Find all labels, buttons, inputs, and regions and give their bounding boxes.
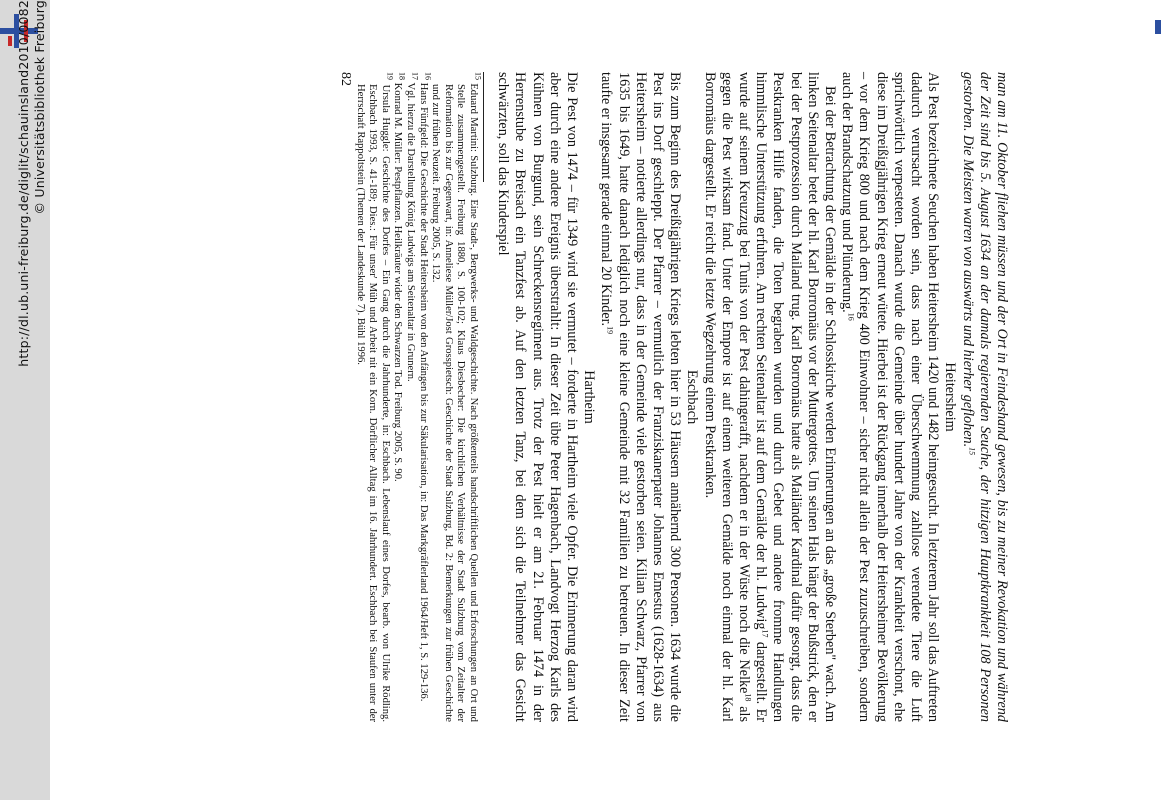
paragraph-heitersheim-2: Bei der Betrachtung der Gemälde in der Schlosskirche werden Erinnerungen an das „große Sterben" wach. Am linken Seitenaltar betet der hl. Karl Borromäus vor der Muttergottes. Um seinen Hals hängt der Bußstrick, den er bei der Pestprozession durch Mailand trug. Karl Borromäus hatte als Mailänder Kardinal dafür gesorgt, dass die Pestkranken Hilfe fanden, die Toten begraben wurden und durch Gebet und andere fromme Handlungen himmlische Unterstützung erfuhren. Am rechten Seitenaltar ist auf dem Gemälde der hl. Ludwig$^{17}$ dargestellt. Er wurde auf seinem Kreuzzug bei Tunis von der Pest dahingerafft, nachdem er in der Wüste noch die Nelke$^{18}$ als gegen die Pest wirksam fand. Unter der Empore ist auf einem weiteren Gemälde noch einmal der hl. Karl Borromäus dargestellt. Er reicht die letzte Wegzehrung einem Pestkranken. bbox=[701, 72, 838, 722]
footnotes bbox=[353, 72, 483, 722]
paragraph-heitersheim-1: Als Pest bezeichnete Seuchen haben Heitersheim 1420 und 1482 heimgesucht. In letzterem Jahr soll das Auftreten dadurch verursacht worden sein, dass nach einer Überschwemmung zahllose verendete Tiere die Luft sprichwörtlich verpesteten. Danach wurde die Gemeinde über hundert Jahre von der Krankheit verschont, ehe diese im Dreißigjährigen Krieg erneut wütete. Hierbei ist der Rückgang innerhalb der Heitersheimer Bevölkerung – vor dem Krieg 800 und nach dem Krieg 400 Einwohner – sicher nicht allein der Pest zuzuschreiben, sondern auch der Brandschatzung und Plünderung.$^{16}$ bbox=[839, 72, 942, 722]
viewer-sidebar bbox=[0, 0, 50, 800]
footnote: $^{18}$ Konrad M. Müller: Pestpflanzen. Heilkräuter wider den Schwarzen Tod. Freiburg 2005, S. 90. bbox=[392, 72, 407, 482]
scanned-page bbox=[110, 72, 1010, 722]
right-edge-marker bbox=[1155, 20, 1161, 34]
footnote-rule bbox=[483, 72, 484, 182]
intro-paragraph: man am 11. Oktober fliehen müssen und der Ort in Feindeshand gewesen, bis zu meiner Revokation und während der Zeit sind bis 5. August 1634 an der damals regierenden Seuche, der hitzigen Hauptkrankheit 108 Personen gestorben. Die Meisten waren von auswärts und hierher geflohen.$^{15}$ bbox=[959, 72, 1010, 722]
section-heading-heitersheim: Heitersheim bbox=[942, 362, 959, 432]
paragraph-hartheim: Die Pest von 1474 – für 1349 wird sie vermutet – forderte in Hartheim viele Opfer. Die Erinnerung daran wird aber durch eine andere Ereignis überstrahlt: In dieser Zeit übte Peter Hagenbach, Landvogt Herzog Karls des Kühnen von Burgund, sein Schreckensregiment aus. Trotz der Pest hielt er am 21. Februar 1474 in der Herrenstube zu Breisach ein Tanzfest ab. Auf den letzten Tanz, bei dem sich die Teilnehmer das Gesicht schwärzten, soll das Kinderspiel bbox=[495, 72, 580, 722]
paragraph-eschbach: Bis zum Beginn des Dreißigjährigen Kriegs lebten hier in 53 Häusern annähernd 300 Personen. 1634 wurde die Pest ins Dorf geschleppt. Der Pfarrer – vermutlich der Franziskanerpater Johannes Emestus (1628-1634) aus Heitersheim – notierte allerdings nur, dass in der Gemeinde viele gestorben seien. Kilian Schwarz, Pfarrer von 1635 bis 1649, hatte danach lediglich noch eine kleine Gemeinde mit 32 Familien zu betreuen. In dieser Zeit taufte er insgesamt gerade einmal 20 Kinder.$^{19}$ bbox=[598, 72, 684, 722]
source-url[interactable]: http://dl.ub.uni-freiburg.de/diglit/schauinsland2010/0082 bbox=[16, 0, 31, 367]
footnote: $^{15}$ Eduard Martini: Sulzburg. Eine Stadt-, Bergwerks- und Waldgeschichte. Nach größtenteils handschriftlichen Quellen und Erforschungen an Ort und Stelle zusammengestellt. Freiburg 1880, S. 100-102; Klaus Diesbecher: Die kirchlichen Verhältnisse der Stadt Sulzburg vom Zeitalter der Reformation bis zur Gegenwart, in: Anneliese Müller/Jost Grosspietsch: Geschichte der Stadt Sulzburg, Bd. 2: Bemerkungen zur frühen Geschichte und zur frühen Neuzeit. Freiburg 2005, S. 132. bbox=[430, 72, 483, 722]
footnote: $^{17}$ Vgl. hierzu die Darstellung König Ludwigs am Seitenaltar in Grunern. bbox=[404, 72, 420, 382]
section-heading-eschbach: Eschbach bbox=[684, 369, 701, 425]
page-number: 82 bbox=[337, 72, 353, 86]
footnote: $^{16}$ Hans Fünfgeld: Die Geschichte der Stadt Heitersheim von den Anfängen bis zur Säkularisation, in: Das Markgräflerland 1964/Heft 1, S. 129-136. bbox=[417, 72, 433, 702]
section-heading-hartheim: Hartheim bbox=[581, 370, 598, 424]
copyright-notice: © Universitätsbibliothek Freiburg bbox=[32, 0, 47, 215]
footnote: $^{19}$ Ursula Huggle: Geschichte des Dorfes – Ein Gang durch die Jahrhunderte, in: Eschbach. Lebenslauf eines Dorfes, bearb. von Ulrike Rödling. Eschbach 1993, S. 41-189; Dies.: Für unser' Müh und Arbeit nit ein Korn. Dörflicher Alltag im 16. Jahrhundert. Eschbach bei Staufen unter der Herrschaft Rappoltstein (Themen der Landeskunde 7). Bühl 1996. bbox=[354, 72, 395, 722]
